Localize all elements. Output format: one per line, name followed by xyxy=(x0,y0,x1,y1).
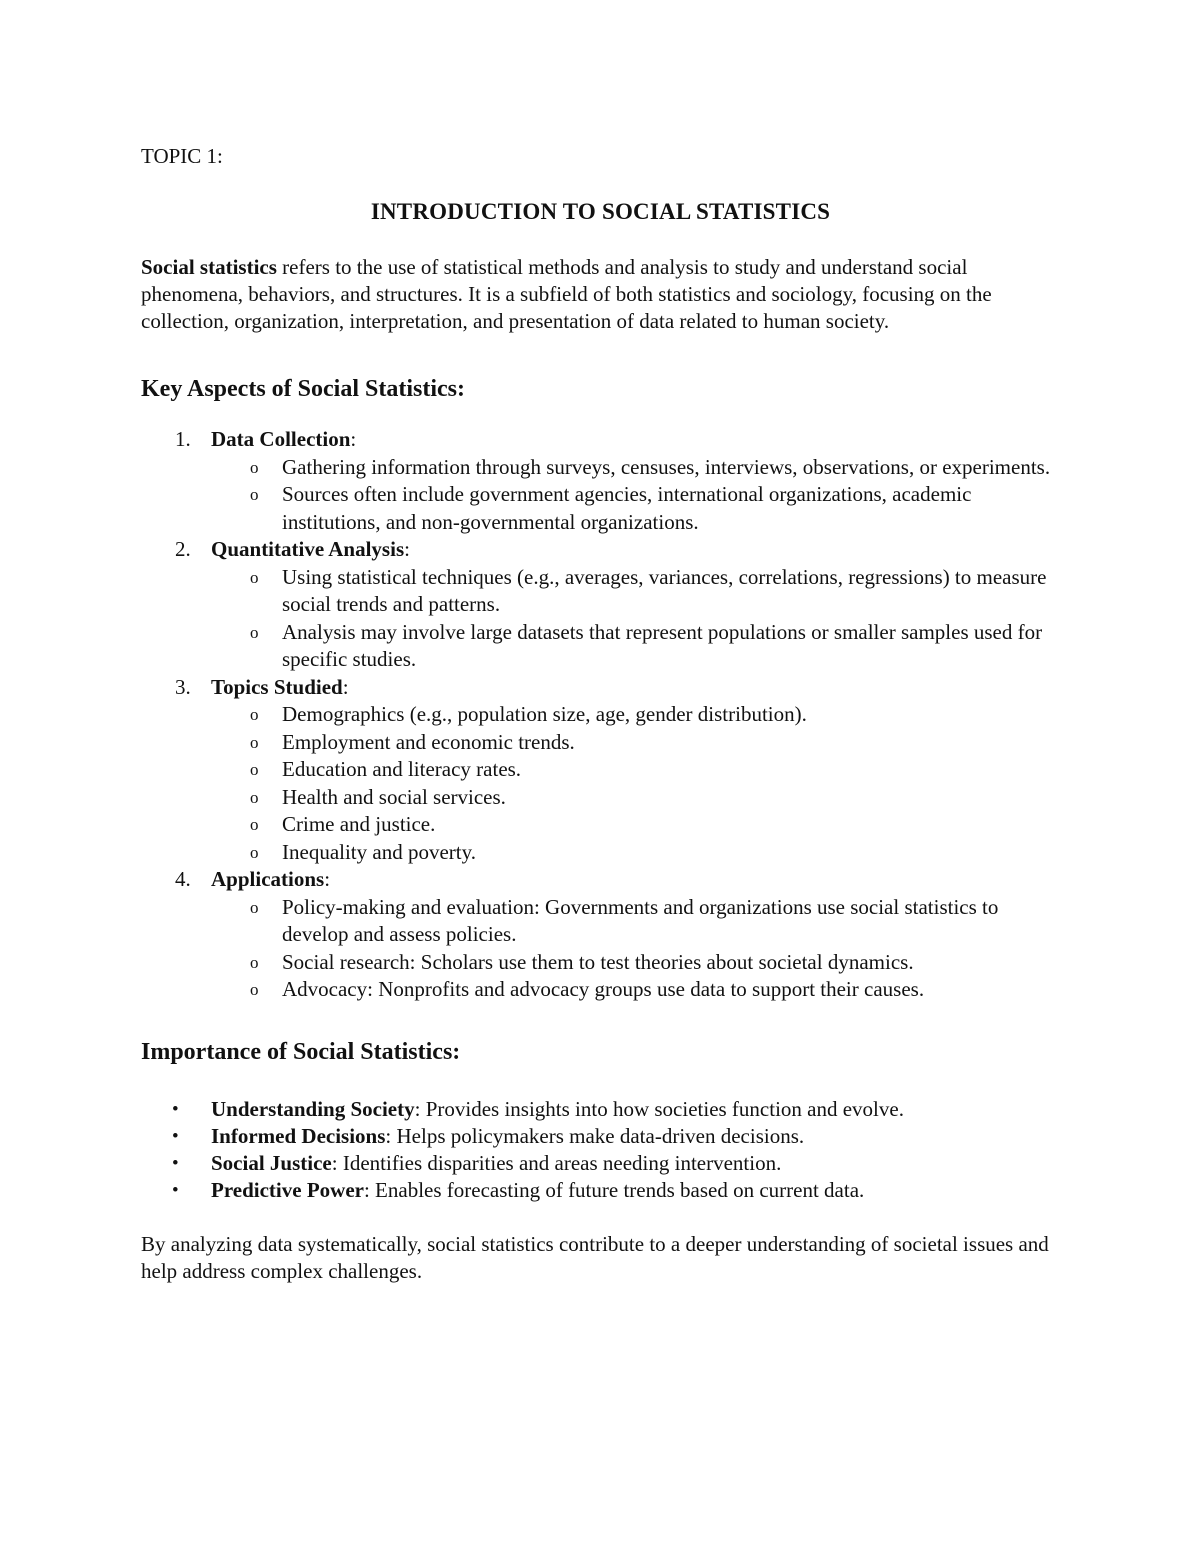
importance-item: • Predictive Power: Enables forecasting of future trends based on current data. xyxy=(172,1177,865,1202)
circle-bullet-icon: o xyxy=(250,980,259,999)
aspect-item-applications: 4. Applications: o Policy-making and evaluation: Governments and organizations use social statistics to develop and assess policies. o Social research: Scholars use them to test theories about societal dynamics. o Advocacy: Nonprofits and advocacy groups use data to support their causes. xyxy=(141,866,1060,1004)
importance-label: Social Justice xyxy=(211,1150,332,1175)
bullet-icon: • xyxy=(172,1098,179,1120)
sub-item: o Social research: Scholars use them to test theories about societal dynamics. xyxy=(211,949,1060,977)
aspect-number: 3. xyxy=(175,674,191,699)
sub-item: o Inequality and poverty. xyxy=(211,839,1060,867)
importance-label: Informed Decisions xyxy=(211,1123,386,1148)
circle-bullet-icon: o xyxy=(250,705,259,724)
sub-item: o Health and social services. xyxy=(211,784,1060,812)
sub-item: o Sources often include government agencies, international organizations, academic institutions, and non-governmental organizations. xyxy=(250,482,972,534)
aspect-label: Applications xyxy=(211,867,325,891)
sub-item: o Policy-making and evaluation: Governments and organizations use social statistics to develop and assess policies. xyxy=(250,894,999,946)
circle-bullet-icon: o xyxy=(250,842,259,862)
circle-bullet-icon: o xyxy=(250,457,259,477)
sub-item: o Gathering information through surveys, censuses, interviews, observations, or experiments. xyxy=(211,454,1060,482)
importance-item: • Informed Decisions: Helps policymakers make data-driven decisions. xyxy=(172,1123,805,1148)
conclusion-paragraph: By analyzing data systematically, social statistics contribute to a deeper understanding of societal issues and help address complex challenges. xyxy=(141,1231,1049,1283)
circle-bullet-icon: o xyxy=(250,760,259,779)
circle-bullet-icon: o xyxy=(250,897,259,917)
document-title: INTRODUCTION TO SOCIAL STATISTICS xyxy=(370,199,831,224)
bullet-icon: • xyxy=(172,1125,179,1147)
importance-item: • Social Justice: Identifies disparities and areas needing intervention. xyxy=(172,1150,782,1175)
circle-bullet-icon: o xyxy=(250,732,259,752)
circle-bullet-icon: o xyxy=(250,485,259,504)
aspect-label: Topics Studied xyxy=(211,674,343,699)
aspect-sublist xyxy=(211,564,1060,674)
topic-label: TOPIC 1: xyxy=(141,144,223,168)
sub-item: o Crime and justice. xyxy=(211,811,1060,839)
aspect-label: Data Collection xyxy=(211,427,351,451)
key-aspects-list xyxy=(141,426,1060,1004)
aspect-item-quantitative-analysis: 2. Quantitative Analysis: o Using statistical techniques (e.g., averages, variances, correlations, regressions) to measure social trends and patterns. o Analysis may involve large datasets that represent populations or smaller samples used for specific studies. xyxy=(141,536,1060,674)
sub-item: o Demographics (e.g., population size, age, gender distribution). xyxy=(211,701,1060,729)
aspect-item-data-collection: 1. Data Collection: o Gathering information through surveys, censuses, interviews, observations, or experiments. o Sources often include government agencies, international organizations, academic institutions, and non-governmental organizations. xyxy=(141,426,1060,536)
sub-item: o Education and literacy rates. xyxy=(211,756,1060,784)
circle-bullet-icon: o xyxy=(250,815,259,834)
intro-term: Social statistics xyxy=(141,255,277,279)
circle-bullet-icon: o xyxy=(250,787,259,807)
aspect-number: 1. xyxy=(175,427,191,451)
circle-bullet-icon: o xyxy=(250,952,259,972)
aspect-item-topics-studied: 3. Topics Studied: o Demographics (e.g., population size, age, gender distribution). o Employment and economic trends. o Education and literacy rates. o Health and social services. o Crime and justice. o Inequality and poverty. xyxy=(141,674,1060,867)
importance-list xyxy=(141,1096,1060,1204)
aspect-sublist xyxy=(211,701,1060,866)
sub-item: o Employment and economic trends. xyxy=(211,729,1060,757)
intro-paragraph xyxy=(141,254,1060,335)
sub-item: o Analysis may involve large datasets that represent populations or smaller samples used for specific studies. xyxy=(250,619,1043,671)
bullet-icon: • xyxy=(172,1152,179,1174)
sub-item: o Advocacy: Nonprofits and advocacy groups use data to support their causes. xyxy=(211,976,1060,1004)
aspect-sublist xyxy=(211,894,1060,1004)
importance-item: • Understanding Society: Provides insights into how societies function and evolve. xyxy=(172,1096,904,1121)
aspect-sublist xyxy=(211,454,1060,537)
sub-item: o Using statistical techniques (e.g., averages, variances, correlations, regressions) to measure social trends and patterns. xyxy=(250,564,1047,616)
key-aspects-heading: Key Aspects of Social Statistics: xyxy=(141,376,465,402)
aspect-label: Quantitative Analysis xyxy=(211,537,405,561)
intro-text: refers to the use of statistical methods and analysis to study and understand social phenomena, behaviors, and structures. It is a subfield of both statistics and sociology, focusing on the collection, organization, interpretation, and presentation of data related to human society. xyxy=(141,255,992,333)
importance-label: Understanding Society xyxy=(211,1096,415,1121)
importance-label: Predictive Power xyxy=(211,1177,364,1202)
circle-bullet-icon: o xyxy=(250,567,259,587)
circle-bullet-icon: o xyxy=(250,622,259,642)
aspect-number: 2. xyxy=(175,537,191,561)
importance-heading: Importance of Social Statistics: xyxy=(141,1038,461,1065)
bullet-icon: • xyxy=(172,1179,179,1201)
aspect-number: 4. xyxy=(175,867,191,891)
